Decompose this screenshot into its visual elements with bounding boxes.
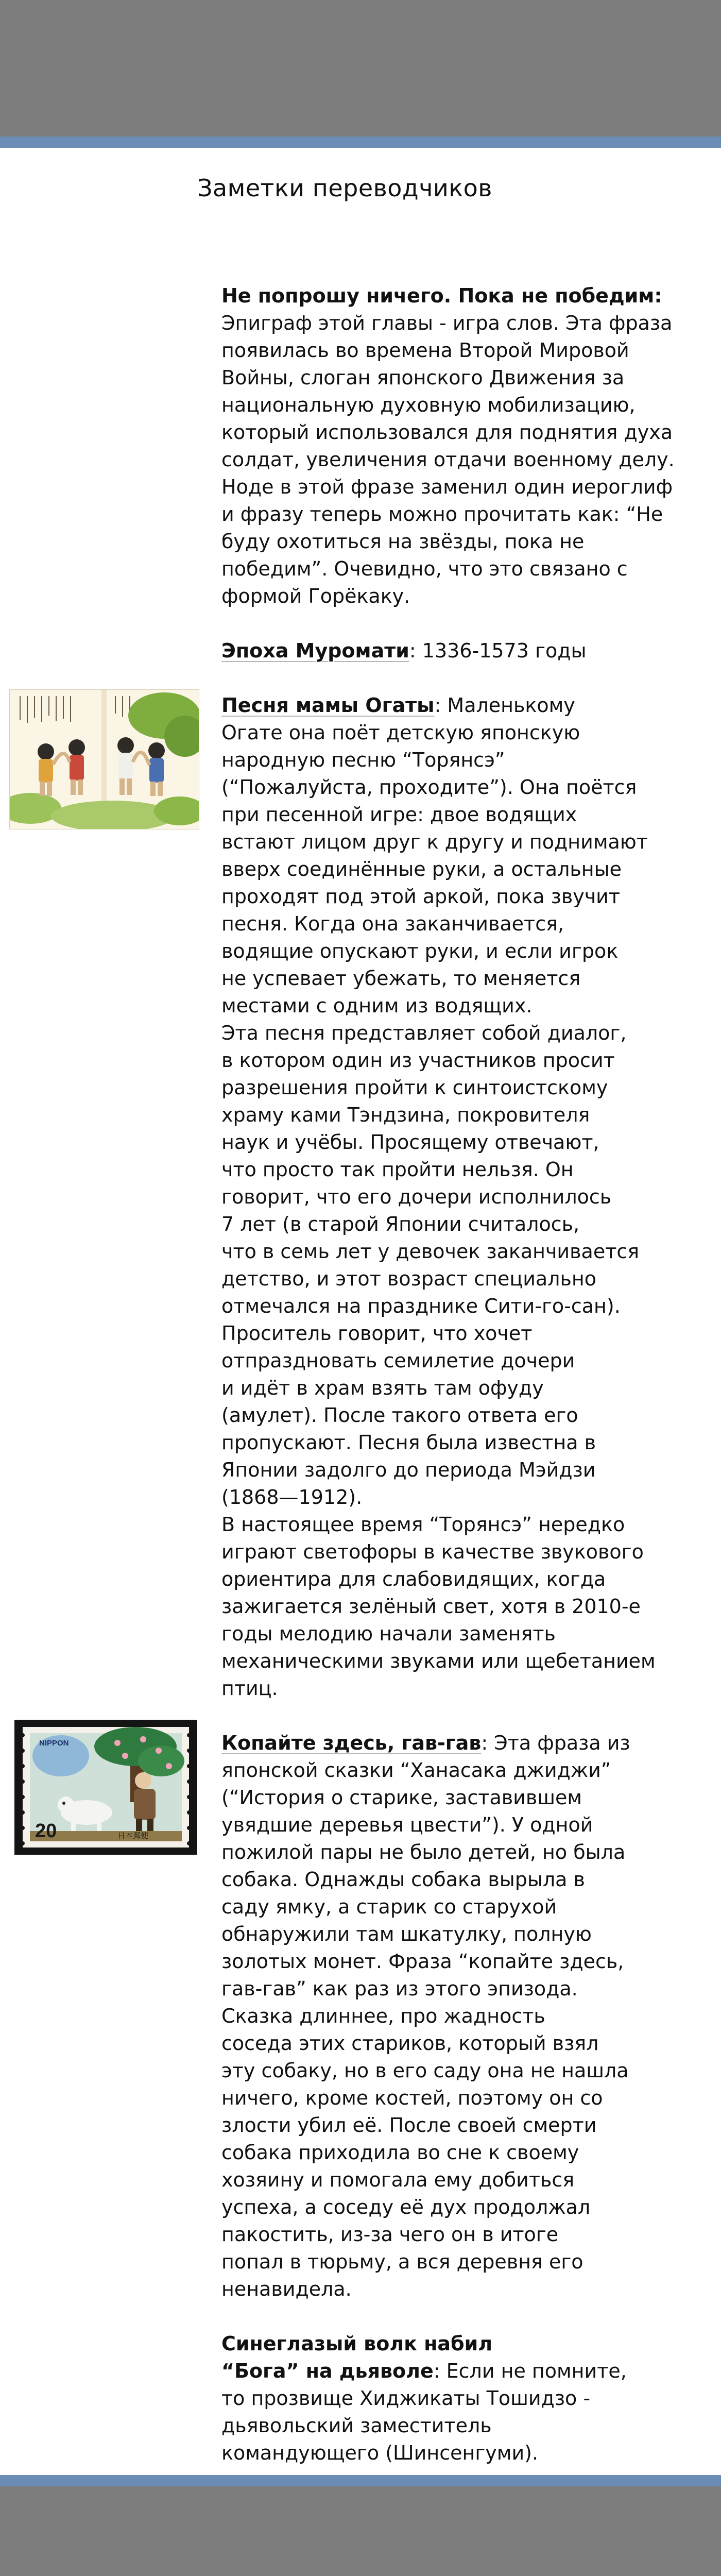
top-blue-stripe: [0, 137, 721, 148]
stamp-inscription: 日本郵便: [117, 1831, 149, 1840]
top-gray-band: [0, 0, 721, 137]
notes-column: [221, 282, 690, 2467]
note-text: : Если не помните, то прозвище Хиджикаты Тошидзо - дьявольский заместитель командующего (Шинсенгуми).: [221, 2360, 627, 2464]
note-sineglazyi-volk: [221, 2330, 690, 2467]
note-kopaite-zdes: [221, 1730, 690, 2303]
note-epoha-muromati: [221, 637, 690, 665]
bottom-blue-stripe: [0, 2475, 721, 2486]
stamp-value: 20: [35, 1820, 57, 1842]
bottom-gray-band: [0, 2486, 721, 2576]
toryanse-illustration: [9, 689, 199, 829]
note-term: Копайте здесь, гав-гав: [221, 1732, 482, 1754]
stamp-image: [14, 1720, 197, 1855]
hanasaka-jiji-stamp: [14, 1720, 197, 1855]
note-ne-poproshu: [221, 282, 690, 610]
note-text: Эпиграф этой главы - игра слов. Эта фраза появилась во времена Второй Мировой Войны, слоган японского Движения за национальную духовную мобилизацию, который использовался для поднятия духа солдат, увеличения отдачи военному делу. Ноде в этой фразе заменил один иероглиф и фразу теперь можно прочитать как: “Не буду охотиться на звёзды, пока не победим”. Очевидно, что это связано с формой Горёкаку.: [221, 312, 675, 607]
page-title: Заметки переводчиков: [197, 174, 492, 202]
note-term: Песня мамы Огаты: [221, 694, 435, 717]
note-text: : Маленькому Огате она поёт детскую японскую народную песню “Торянсэ” (“Пожалуйста, проходите”). Она поётся при песенной игре: двое водящих встают лицом друг к другу и поднимают вверх соединённые руки, а остальные проходят под этой аркой, пока звучит песня. Когда она заканчивается, водящие опускают руки, и если игрок не успевает убежать, то меняется местами с одним из водящих. Эта песня представляет собой диалог, в котором один из участников просит разрешения пройти к синтоистскому храму ками Тэндзина, покровителя наук и учёбы. Просящему отвечают, что просто так пройти нельзя. Он говорит, что его дочери исполнилось 7 лет (в старой Японии считалось, что в семь лет у девочек заканчивается детство, и этот возраст специально отмечался на празднике Сити-го-сан). Проситель говорит, что хочет отпраздновать семилетие дочери и идёт в храм взять там офуду (амулет). После такого ответа его пропускают. Песня была известна в Японии задолго до периода Мэйдзи (1868—1912). В настоящее время “Торянсэ” нередко играют светофоры в качестве звукового ориентира для слабовидящих, когда зажигается зелёный свет, хотя в 2010-е годы мелодию начали заменять механическими звуками или щебетанием птиц.: [221, 694, 656, 1700]
note-pesnya-mamy-ogaty: [221, 692, 690, 1702]
note-term: Синеглазый волк набил “Бога” на дьяволе: [221, 2332, 493, 2382]
note-term: Не попрошу ничего. Пока не победим:: [221, 284, 662, 307]
note-text: : 1336-1573 годы: [409, 639, 587, 662]
stamp-country: NIPPON: [39, 1739, 69, 1748]
note-term: Эпоха Муромати: [221, 639, 409, 662]
note-text: : Эта фраза из японской сказки “Ханасака джиджи” (“История о старике, заставившем увядшие деревья цвести”). У одной пожилой пары не было детей, но была собака. Однажды собака вырыла в саду ямку, а старик со старухой обнаружили там шкатулку, полную золотых монет. Фраза “копайте здесь, гав-гав” как раз из этого эпизода. Сказка длиннее, про жадность соседа этих стариков, который взял эту собаку, но в его саду она не нашла ничего, кроме костей, поэтому он со злости убил её. После своей смерти собака приходила во сне к своему хозяину и помогала ему добиться успеха, а соседу её дух продолжал пакостить, из-за чего он в итоге попал в тюрьму, а вся деревня его ненавидела.: [221, 1732, 630, 2300]
children-playing-image: [10, 690, 199, 829]
